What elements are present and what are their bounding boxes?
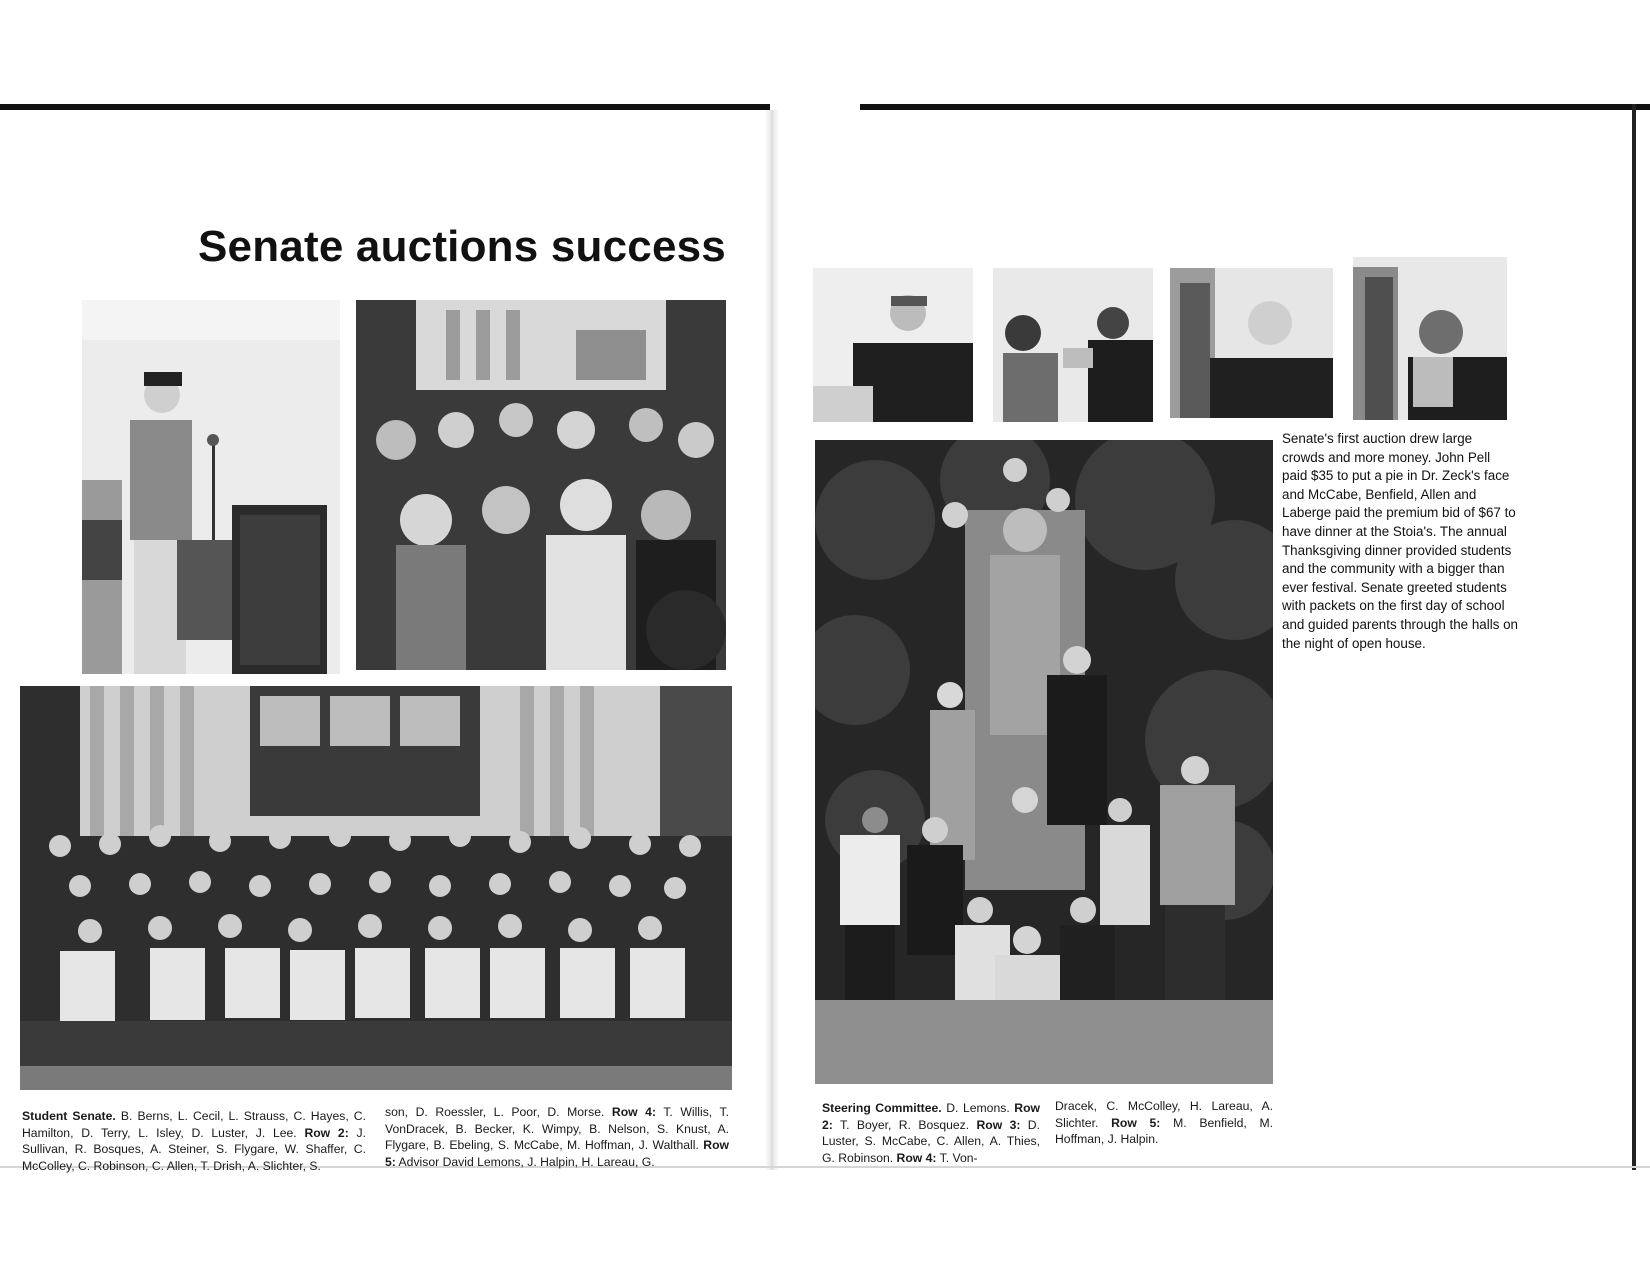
caption-row-label: Row 4: [896,1150,937,1165]
caption-text: B. Berns, L. Cecil, L. Strauss, C. Hayes, C. Hamilton, D. Terry, L. Isley, D. Luster, J. Lee. [22,1109,366,1140]
caption-text: M. Benfield, M. Hoffman, J. Halpin. [1055,1115,1273,1146]
caption-row-label: Row 4: [611,1105,657,1119]
caption-row-label: Row 2: [822,1101,1041,1132]
steering-committee-caption-col1 [822,1100,1040,1166]
page-right-edge [1632,104,1636,1170]
caption-text: T. Boyer, R. Bosquez. [832,1117,977,1132]
steering-committee-caption-col2 [1055,1098,1273,1148]
steering-committee-photo [815,440,1273,1084]
caption-text: Dracek, C. McColley, H. Lareau, A. Slichter. [1055,1099,1273,1130]
pie-photo-1 [813,268,973,422]
student-senate-caption-col2 [385,1104,729,1170]
caption-text: son, D. Roessler, L. Poor, D. Morse. [385,1105,612,1119]
caption-row-label: Row 5: [1111,1115,1161,1130]
pie-photo-3 [1170,268,1333,418]
caption-lead: Steering Committee. [822,1101,942,1115]
caption-text: Advisor David Lemons, J. Halpin, H. Lareau, G. [395,1154,655,1169]
auctioneer-photo [82,300,340,674]
pie-photo-4 [1353,257,1507,420]
caption-text: J. Sullivan, R. Bosques, A. Steiner, S. Flygare, W. Shaffer, C. McColley, C. Robinson, C. Allen, T. Drish, A. Slichter, S. [22,1125,366,1173]
caption-text: T. Willis, T. VonDracek, B. Becker, K. Wimpy, B. Nelson, S. Knust, A. Flygare, B. Ebeling, S. McCabe, M. Hoffman, J. Walthall. [385,1105,729,1152]
page-title: Senate auctions success [198,222,726,271]
caption-text: T. Von- [936,1150,978,1165]
caption-text: D. Lemons. [941,1101,1015,1115]
student-senate-caption-col1 [22,1108,366,1174]
student-senate-group-photo [20,686,732,1090]
caption-row-label: Row 2: [304,1125,349,1140]
book-gutter [765,110,779,1170]
caption-lead: Student Senate. [22,1109,116,1123]
caption-text: D. Luster, S. McCabe, C. Allen, A. Thies, G. Robinson. [822,1117,1040,1165]
pie-photo-2 [993,268,1153,422]
caption-row-label: Row 3: [976,1117,1021,1132]
crowd-photo [356,300,726,670]
page-top-edge-gap [770,104,860,110]
story-paragraph: Senate's first auction drew large crowds and more money. John Pell paid $35 to put a pie in Dr. Zeck's face and McCabe, Benfield, Allen and Laberge paid the premium bid of $67 to have dinner at the Stoia's. The annual Thanksgiving dinner provided students and the community with a bigger than ever festival. Senate greeted students with packets on the first day of school and guided parents through the halls on the night of open house. [1282,431,1519,651]
caption-row-label: Row 5: [385,1138,729,1169]
